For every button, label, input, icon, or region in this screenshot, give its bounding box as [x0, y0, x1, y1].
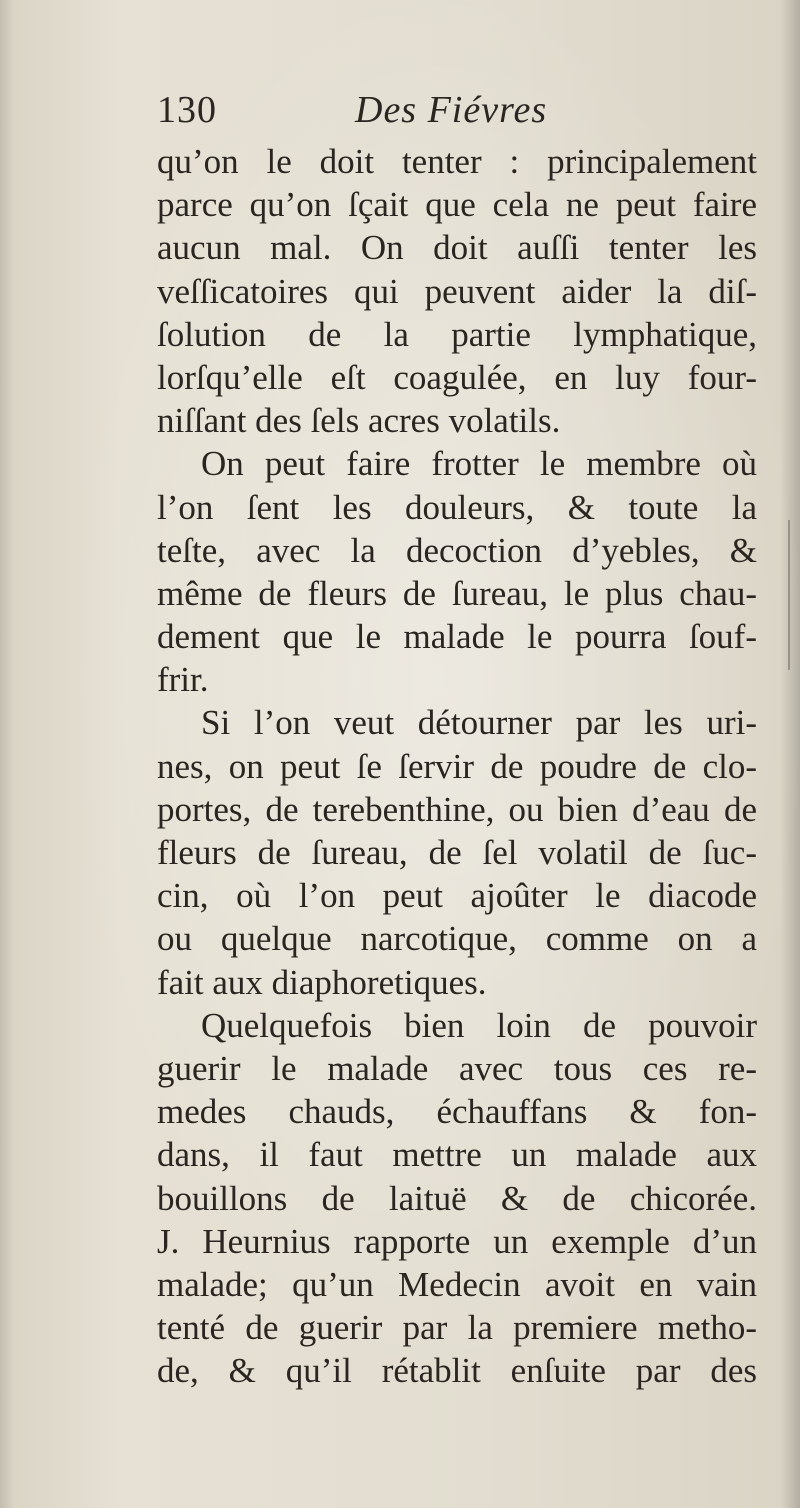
text-line: medes chauds, échauffans & fon- [157, 1092, 757, 1132]
text-line: veſſicatoires qui peuvent aider la diſ- [157, 271, 757, 311]
text-line: bouillons de laituë & de chicorée. [157, 1178, 757, 1218]
text-line: de, & qu’il rétablit enſuite par des [157, 1351, 757, 1391]
page-edge-mark [788, 520, 790, 670]
text-line: portes, de terebenthine, ou bien d’eau de [157, 789, 757, 829]
text-line: même de fleurs de ſureau, le plus chau- [157, 573, 757, 613]
paragraph-start-line: Quelquefois bien loin de pouvoir [201, 1005, 757, 1045]
running-title: Des Fiévres [355, 89, 548, 131]
text-line: aucun mal. On doit auſſi tenter les [157, 228, 757, 268]
text-line: lorſqu’elle eſt coagulée, en luy four- [157, 357, 757, 397]
text-line: l’on ſent les douleurs, & toute la [157, 487, 757, 527]
text-line: J. Heurnius rapporte un exemple d’un [157, 1221, 757, 1261]
text-line: fait aux diaphoretiques. [157, 962, 487, 1002]
text-line: teſte, avec la decoction d’yebles, & [157, 530, 757, 570]
text-line: niſſant des ſels acres volatils. [157, 401, 561, 441]
page-number: 130 [157, 89, 217, 131]
text-line: guerir le malade avec tous ces re- [157, 1048, 757, 1088]
text-line: frir. [157, 660, 209, 700]
text-line: dans, il faut mettre un malade aux [157, 1135, 757, 1175]
text-line: ou quelque narcotique, comme on a [157, 919, 757, 959]
page-left-shadow [0, 0, 14, 1508]
paragraph-start-line: On peut faire frotter le membre où [201, 444, 757, 484]
text-line: parce qu’on ſçait que cela ne peut faire [157, 185, 757, 225]
page-header [157, 88, 757, 138]
text-line: malade; qu’un Medecin avoit en vain [157, 1264, 757, 1304]
body-text [157, 140, 757, 1392]
paragraph-start-line: Si l’on veut détourner par les uri- [201, 703, 757, 743]
page-right-shadow [780, 0, 800, 1508]
text-line: tenté de guerir par la premiere metho- [157, 1308, 757, 1348]
text-line: cin, où l’on peut ajoûter le diacode [157, 876, 757, 916]
text-line: ſolution de la partie lymphatique, [157, 314, 757, 354]
text-line: fleurs de ſureau, de ſel volatil de ſuc- [157, 833, 757, 872]
text-line: nes, on peut ſe ſervir de poudre de clo- [157, 746, 757, 786]
text-line: qu’on le doit tenter : principalement [157, 142, 757, 181]
text-line: dement que le malade le pourra ſouf- [157, 617, 757, 657]
